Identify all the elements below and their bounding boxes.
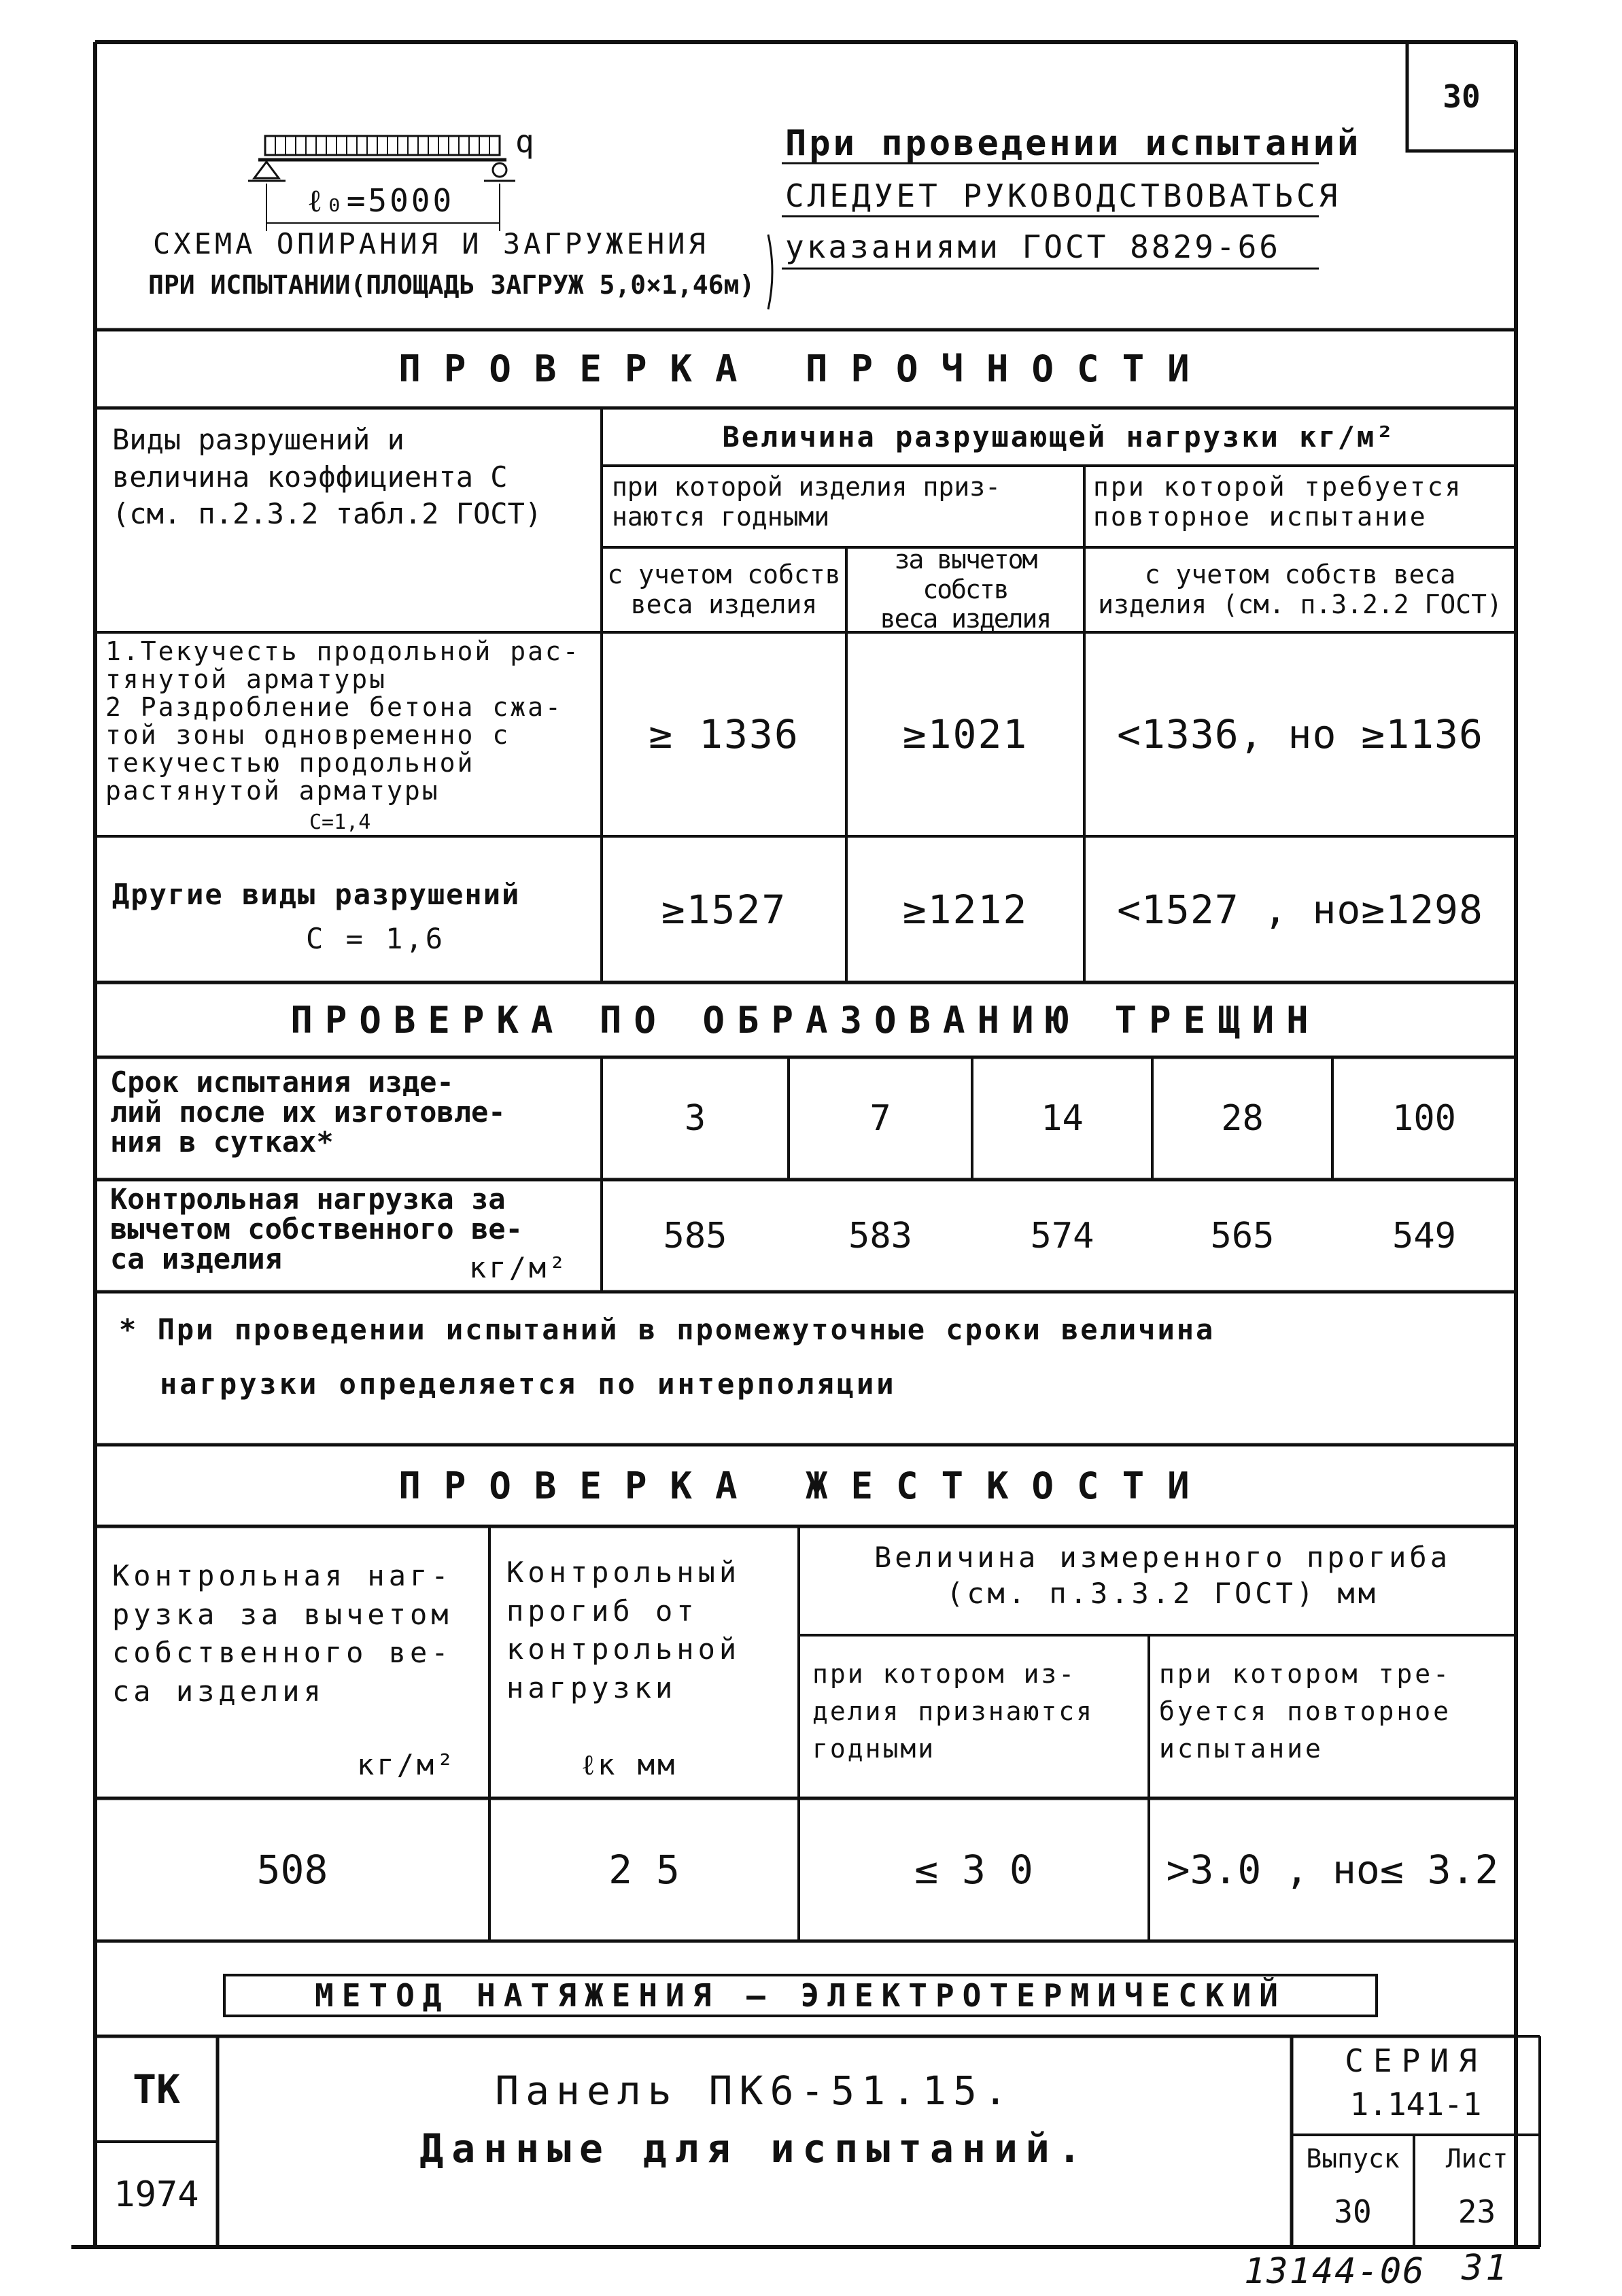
- org-code: ТК: [133, 2066, 180, 2112]
- strength-row2-minus-weight: ≥1212: [902, 886, 1029, 933]
- sheet-label: Лист: [1445, 2144, 1508, 2174]
- cracks-load-4: 565: [1210, 1215, 1275, 1256]
- cracks-row2-unit: кг/м²: [469, 1251, 569, 1284]
- stiffness-col1-unit: кг/м²: [357, 1748, 457, 1781]
- strength-sub-retest: с учетом собств веса изделия (см. п.3.2.2 ГОСТ): [1098, 559, 1502, 619]
- strength-header-types: Виды разрушений и величина коэффициента C (см. п.2.3.2 табл.2 ГОСТ): [112, 423, 542, 531]
- scheme-caption-line1: СХЕМА ОПИРАНИЯ И ЗАГРУЖЕНИЯ: [153, 227, 709, 260]
- cracks-load-2: 583: [848, 1215, 912, 1256]
- cracks-title: ПРОВЕРКА ПО ОБРАЗОВАНИЮ ТРЕЩИН: [290, 998, 1321, 1042]
- year: 1974: [114, 2174, 199, 2215]
- cracks-row1-label: Срок испытания изде- лий после их изготовле- ния в сутках*: [110, 1065, 506, 1159]
- stiffness-fit-value: ≤ 3 0: [914, 1847, 1033, 1893]
- cracks-term-5: 100: [1392, 1098, 1456, 1139]
- strength-header-retest: при которой требуется повторное испытание: [1093, 472, 1463, 532]
- stiffness-load-value: 508: [256, 1847, 328, 1893]
- drawing-title-line1: Панель ПК6-51.15.: [495, 2068, 1014, 2114]
- stiffness-col3-header: Величина измеренного прогиба (см. п.3.3.2 ГОСТ) мм: [874, 1541, 1451, 1610]
- stiffness-retest-value: >3.0 , но≤ 3.2: [1166, 1847, 1499, 1893]
- gost-note-line3: указаниями ГОСТ 8829-66: [785, 228, 1281, 265]
- stiffness-col1-header: Контрольная наг- рузка за вычетом собственного ве- са изделия: [112, 1559, 453, 1709]
- stiffness-col3b-header: при котором тре- буется повторное испытание: [1159, 1659, 1452, 1764]
- strength-header-fit: при которой изделия приз- наются годными: [612, 472, 1001, 532]
- stiffness-title: ПРОВЕРКА ЖЕСТКОСТИ: [398, 1464, 1213, 1507]
- cracks-row2-label: Контрольная нагрузка за вычетом собственного ве- са изделия: [110, 1182, 523, 1276]
- strength-row2-with-weight: ≥1527: [661, 886, 787, 933]
- strength-row1-with-weight: ≥ 1336: [649, 711, 799, 757]
- drawing-title-line2: Данные для испытаний.: [419, 2125, 1090, 2172]
- cracks-term-4: 28: [1221, 1098, 1264, 1139]
- strength-row2-retest: <1527 , но≥1298: [1117, 886, 1483, 933]
- cracks-footnote-line1: * При проведении испытаний в промежуточные сроки величина: [119, 1313, 1215, 1346]
- cracks-term-3: 14: [1041, 1098, 1084, 1139]
- cracks-load-5: 549: [1392, 1215, 1456, 1256]
- series-label: СЕРИЯ: [1345, 2042, 1487, 2079]
- strength-sub-with-weight: с учетом собств веса изделия: [607, 559, 841, 619]
- issue-label: Выпуск: [1306, 2144, 1400, 2174]
- strength-row2-coef: C = 1,6: [306, 922, 446, 955]
- stiffness-col2-unit: ℓк мм: [581, 1748, 678, 1781]
- load-label: q: [515, 123, 537, 160]
- strength-header-load: Величина разрушающей нагрузки кг/м²: [722, 420, 1396, 453]
- cracks-footnote-line2: нагрузки определяется по интерполяции: [160, 1367, 897, 1401]
- series-value: 1.141-1: [1349, 2086, 1482, 2123]
- cracks-term-1: 3: [684, 1098, 706, 1139]
- strength-row1-retest: <1336, но ≥1136: [1117, 711, 1483, 757]
- method-label: МЕТОД НАТЯЖЕНИЯ — ЭЛЕКТРОТЕРМИЧЕСКИЙ: [315, 1977, 1286, 2014]
- gost-note-line1: При проведении испытаний: [785, 123, 1362, 164]
- archive-mark: 31: [1462, 2248, 1510, 2289]
- strength-sub-minus-weight: за вычетом собств веса изделия: [880, 544, 1051, 634]
- scheme-caption-line2: ПРИ ИСПЫТАНИИ(ПЛОЩАДЬ ЗАГРУЖ 5,0×1,46м): [148, 270, 755, 300]
- cracks-term-2: 7: [869, 1098, 891, 1139]
- issue-value: 30: [1334, 2193, 1372, 2230]
- strength-row2-label: Другие виды разрушений: [112, 878, 521, 911]
- cracks-load-1: 585: [663, 1215, 727, 1256]
- archive-number: 13144-06: [1244, 2251, 1426, 2292]
- sheet-number: 30: [1443, 78, 1481, 115]
- strength-row1-coef: C=1,4: [309, 810, 371, 834]
- strength-title: ПРОВЕРКА ПРОЧНОСТИ: [398, 347, 1213, 390]
- span-label: ℓ₀=5000: [307, 182, 455, 219]
- gost-note-line2: СЛЕДУЕТ РУКОВОДСТВОВАТЬСЯ: [785, 177, 1341, 214]
- stiffness-col3a-header: при котором из- делия признаются годными: [812, 1659, 1094, 1764]
- strength-row1-label: 1.Текучесть продольной рас- тянутой арматуры 2 Раздробление бетона сжа- той зоны одновременно с текучестью продольной растянутой арматуры: [105, 636, 581, 806]
- sheet-value: 23: [1457, 2193, 1496, 2230]
- cracks-load-3: 574: [1030, 1215, 1094, 1256]
- strength-row1-minus-weight: ≥1021: [902, 711, 1029, 757]
- stiffness-deflection-value: 2 5: [608, 1847, 680, 1893]
- stiffness-col2-header: Контрольный прогиб от контрольной нагрузки: [506, 1556, 741, 1705]
